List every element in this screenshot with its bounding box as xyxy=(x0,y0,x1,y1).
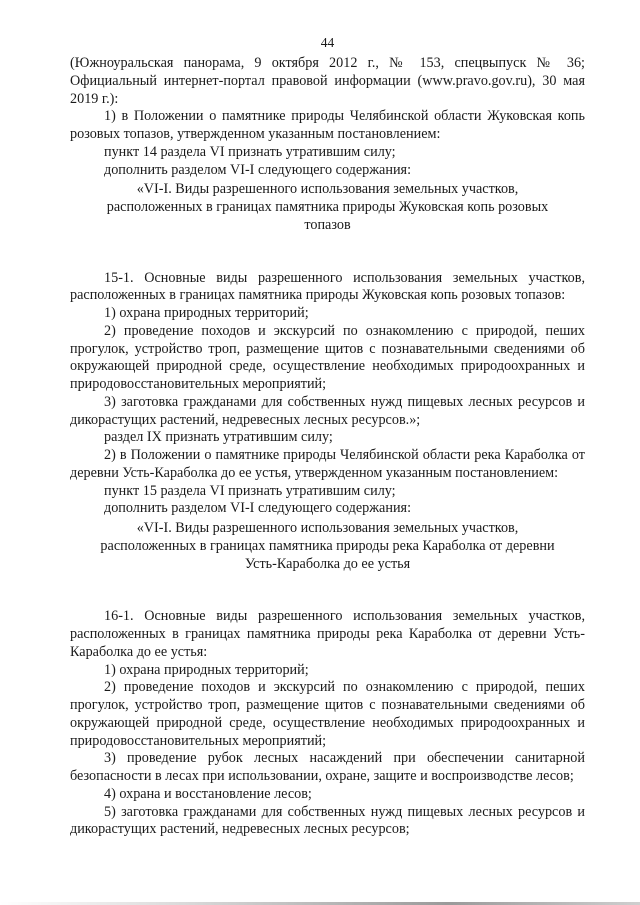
section-1-intro: 15-1. Основные виды разрешенного использования земельных участков, расположенных в границах памятника природы Жуковская копь розовых топазов: xyxy=(70,269,585,304)
section-1-title xyxy=(70,181,585,234)
document-body xyxy=(70,55,585,839)
list-item: 2) проведение походов и экскурсий по ознакомлению с природой, пеших прогулок, устройство троп, размещение щитов с познавательными сведениями об окружающей природной среде, осуществление необходимых природоохранных и природовосстановительных мероприятий; xyxy=(70,322,585,392)
intro-paragraph: (Южноуральская панорама, 9 октября 2012 г., № 153, спецвыпуск № 36; Официальный интернет-портал правовой информации (www.pravo.gov.ru), 30 мая 2019 г.): xyxy=(70,55,585,107)
list-item: 3) заготовка гражданами для собственных нужд пищевых лесных ресурсов и дикорастущих растений, недревесных лесных ресурсов.»; xyxy=(70,393,585,428)
item-2-point: пункт 15 раздела VI признать утратившим силу; xyxy=(104,482,396,499)
section-1-title-line: расположенных в границах памятника природы Жуковская копь розовых xyxy=(106,199,549,215)
list-item: 1) охрана природных территорий; xyxy=(104,661,309,678)
list-item: 5) заготовка гражданами для собственных нужд пищевых лесных ресурсов и дикорастущих растений, недревесных лесных ресурсов; xyxy=(70,803,585,838)
section-9-removal: раздел IX признать утратившим силу; xyxy=(104,429,333,446)
list-item: 4) охрана и восстановление лесов; xyxy=(104,785,312,802)
page-number: 44 xyxy=(320,35,335,50)
section-2-title-line: «VI-I. Виды разрешенного использования земельных участков, xyxy=(136,520,519,536)
section-1-title-line: топазов xyxy=(304,216,351,233)
item-1: 1) в Положении о памятнике природы Челябинской области Жуковская копь розовых топазов, утвержденном указанным постановлением: xyxy=(70,108,585,142)
item-1-add: дополнить разделом VI-I следующего содержания: xyxy=(104,161,412,178)
section-2-title-line: расположенных в границах памятника природы река Караболка от деревни xyxy=(100,537,555,554)
section-2-intro: 16-1. Основные виды разрешенного использования земельных участков, расположенных в границах памятника природы река Караболка от деревни Усть-Караболка до ее устья: xyxy=(70,608,585,660)
list-item: 2) проведение походов и экскурсий по ознакомлению с природой, пеших прогулок, устройство троп, размещение щитов с познавательными сведениями об окружающей природной среде, осуществление необходимых природоохранных и природовосстановительных мероприятий; xyxy=(70,679,585,749)
section-1-title-line: «VI-I. Виды разрешенного использования земельных участков, xyxy=(136,181,519,198)
list-item: 3) проведение рубок лесных насаждений при обеспечении санитарной безопасности в лесах при использовании, охране, защите и воспроизводстве лесов; xyxy=(70,750,585,784)
list-item: 1) охрана природных территорий; xyxy=(104,305,309,321)
section-2-title xyxy=(70,520,585,573)
document-page xyxy=(70,0,585,905)
section-2-title-line: Усть-Караболка до ее устья xyxy=(244,555,411,572)
item-1-point: пункт 14 раздела VI признать утратившим силу; xyxy=(104,143,396,160)
item-2: 2) в Положении о памятнике природы Челябинской области река Караболка от деревни Усть-Караболка до ее устья, утвержденном указанным постановлением: xyxy=(70,447,585,481)
item-2-add: дополнить разделом VI-I следующего содержания: xyxy=(104,500,412,517)
